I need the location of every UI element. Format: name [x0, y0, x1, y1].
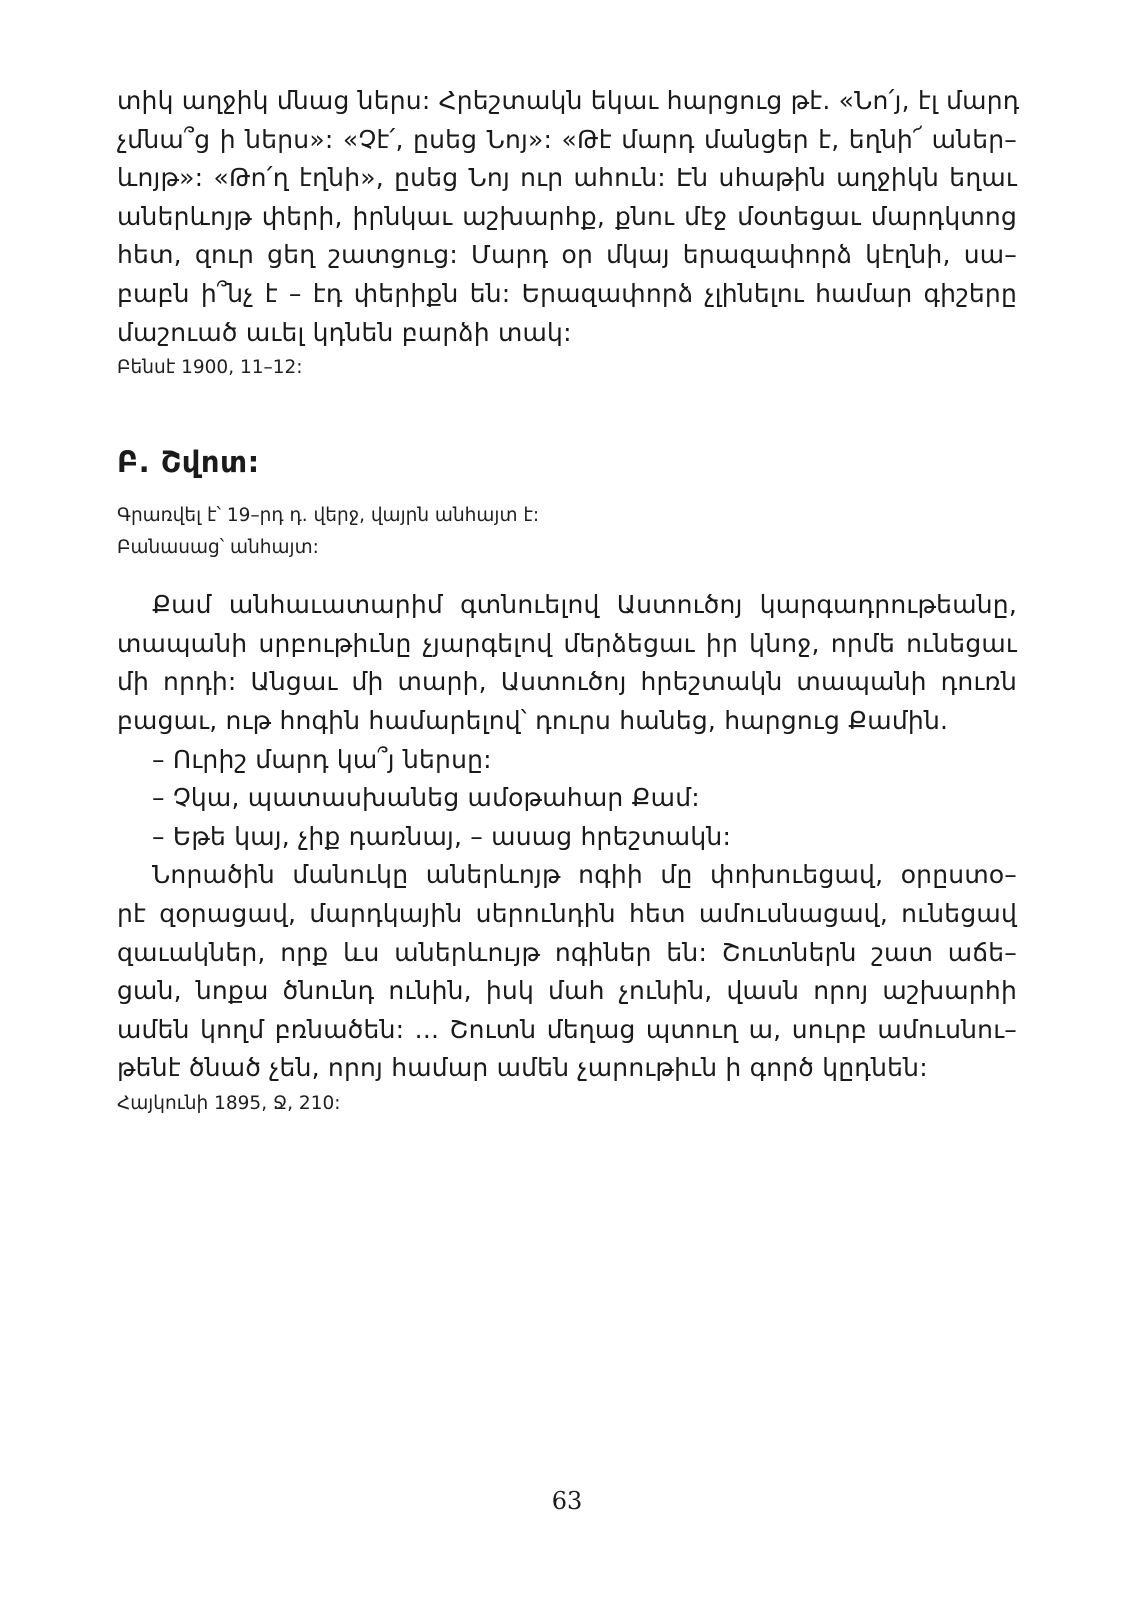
source-citation: Բենսէ 1900, 11–12:: [117, 357, 303, 379]
text-line: ևոյթ»: «Թո՛ղ էղնի», ըսեց Նոյ ուր ահուն: Էն սհաթին աղջիկն եղաւ: [117, 163, 1017, 193]
text-line: մաշուած աւել կդնեն բարձի տակ:: [117, 317, 572, 347]
informant-note: Բանասաց՝ անհայտ:: [117, 537, 319, 559]
dialogue-line: – Ուրիշ մարդ կա՞յ ներսը:: [152, 744, 492, 774]
text-line: զաւակներ, որք ևս աներևույթ ոգիներ են: Շուտներն շատ աճե–: [117, 937, 1017, 967]
source-citation: Հայկունի 1895, Ջ, 210:: [117, 1092, 341, 1114]
text-line: տիկ աղջիկ մնաց ներս: Հրեշտակն եկաւ հարցուց թէ. «Նո՛յ, էլ մարդ: [117, 86, 1020, 115]
section-b-text: [117, 586, 1017, 1088]
text-line: չմնա՞ց ի ներս»: «Չէ՛, ըսեց Նոյ»: «Թէ մարդ մանցեր է, եղնի՜ աներ–: [117, 124, 1017, 154]
text-line: ամեն կողմ բռնածեն: ... Շուտն մեղաց պտուղ ա, սուրբ ամուսնու–: [117, 1014, 1017, 1044]
text-line: բացաւ, ութ հոգին համարելով՝ դուրս հանեց, հարցուց Քամին.: [117, 705, 949, 735]
text-line: Քամ անհաւատարիմ գտնուելով Աստուծոյ կարգադրութեանը,: [152, 590, 1017, 620]
text-line: րէ զօրացավ, մարդկային սերունդին հետ ամուսնացավ, ունեցավ: [117, 898, 1017, 928]
section-heading: Բ. Շվոտ:: [117, 445, 260, 480]
section-a-text: [117, 82, 1020, 352]
dialogue-line: – Չկա, պատասխանեց ամօթահար Քամ:: [152, 783, 700, 813]
text-line: թենէ ծնած չեն, որոյ համար ամեն չարութիւն ի գործ կըդնեն:: [117, 1053, 928, 1083]
text-line: աներևոյթ փերի, իրնկաւ աշխարհք, քնու մէջ մօտեցաւ մարդկտոց: [117, 201, 1017, 231]
page-number: 63: [551, 1487, 583, 1515]
text-line: բաբն ի՞նչ է – էդ փերիքն են: Երազափորձ չլինելու համար գիշերը: [117, 278, 1017, 308]
text-line: մի որդի: Անցաւ մի տարի, Աստուծոյ հրեշտակն տապանի դուռն: [117, 667, 1017, 697]
page-content: [117, 82, 1020, 1116]
text-line: Նորածին մանուկը աներևոյթ ոգիի մը փոխուեցավ, օրըստօ–: [152, 860, 1017, 890]
text-line: տապանի սրբութիւնը չյարգելով մերձեցաւ իր կնոջ, որմե ունեցաւ: [117, 628, 1017, 658]
recorded-note: Գրառվել է՝ 19–րդ դ. վերջ, վայրն անհայտ է:: [117, 505, 540, 527]
text-line: հետ, զուր ցեղ շատցուց: Մարդ օր մկայ երազափորձ կէղնի, սա–: [117, 240, 1017, 270]
text-line: ցան, նոքա ծնունդ ունին, իսկ մահ չունին, վասն որոյ աշխարհի: [117, 976, 1017, 1006]
dialogue-line: – Եթե կայ, չիք դառնայ, – ասաց հրեշտակն:: [152, 821, 732, 851]
